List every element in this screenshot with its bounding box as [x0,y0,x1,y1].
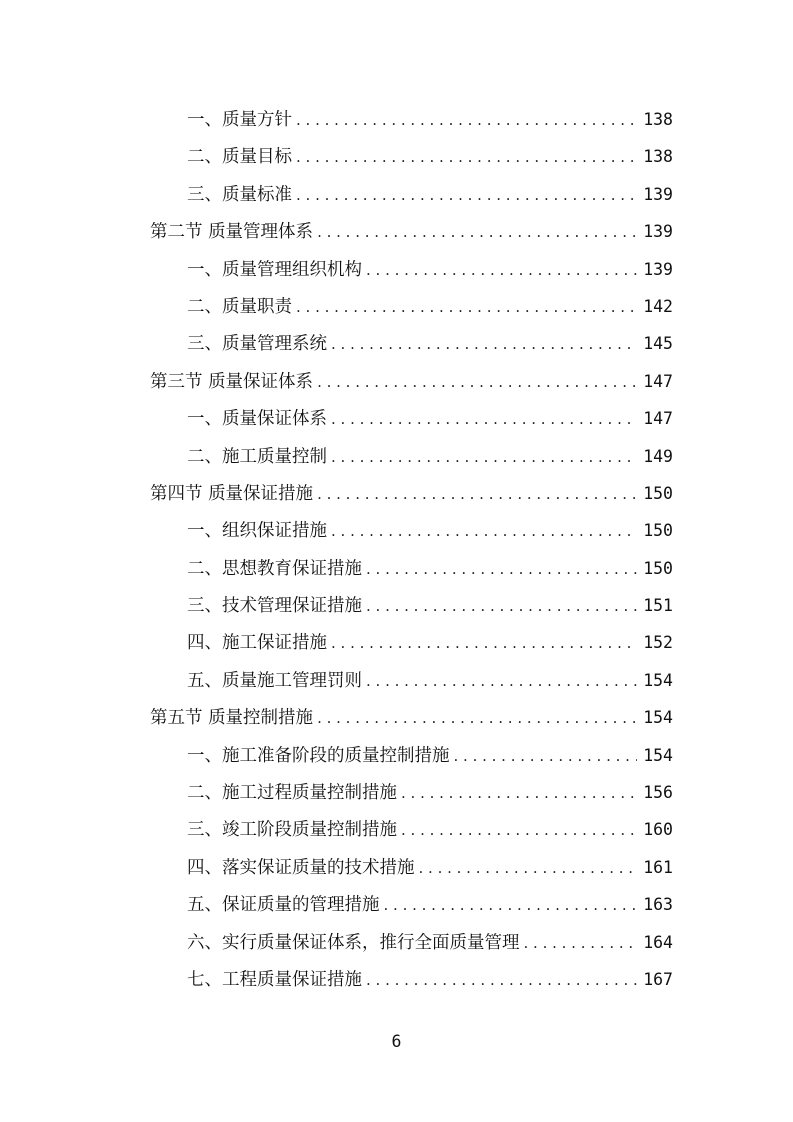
toc-leader-dots [366,663,637,700]
toc-entry-page: 147 [643,371,673,391]
toc-leader-dots [454,738,638,775]
toc-leader-dots [331,625,637,662]
toc-entry-page: 150 [643,558,673,578]
toc-entry-page: 139 [643,184,673,204]
toc-row[interactable] [150,400,673,437]
toc-row[interactable] [150,288,673,325]
toc-leader-dots [317,476,637,513]
toc-row[interactable] [150,550,673,587]
toc-row[interactable] [150,176,673,213]
toc-entry-title: 第五节 质量控制措施 [150,708,314,729]
toc-entry-title: 六、实行质量保证体系，推行全面质量管理 [187,932,520,953]
toc-leader-dots [331,439,637,476]
toc-leader-dots [524,925,638,962]
toc-entry-page: 150 [643,521,673,541]
toc-entry-title: 三、竣工阶段质量控制措施 [187,820,397,841]
toc-row[interactable] [150,475,673,512]
toc-entry-title: 四、落实保证质量的技术措施 [187,857,415,878]
toc-row[interactable] [150,213,673,250]
toc-entry-page: 154 [643,670,673,690]
toc-entry-title: 一、质量方针 [187,110,292,130]
toc-entry-page: 167 [643,969,673,989]
toc-entry-title: 二、施工质量控制 [187,446,327,467]
toc-entry-title: 二、质量目标 [187,147,292,168]
toc-leader-dots [366,551,637,588]
toc-entry-page: 161 [643,857,673,877]
toc-row[interactable] [150,774,673,811]
table-of-contents [150,101,673,998]
toc-leader-dots [331,513,637,550]
toc-entry-page: 150 [643,483,673,503]
toc-row[interactable] [150,587,673,624]
toc-leader-dots [366,252,637,289]
toc-row[interactable] [150,662,673,699]
toc-entry-page: 139 [643,259,673,279]
toc-row[interactable] [150,886,673,923]
toc-row[interactable] [150,737,673,774]
toc-row[interactable] [150,811,673,848]
toc-entry-title: 四、施工保证措施 [187,633,327,654]
toc-entry-page: 154 [643,745,673,765]
toc-leader-dots [296,289,637,326]
page-number: 6 [391,1032,402,1051]
toc-leader-dots [401,812,637,849]
toc-entry-page: 163 [643,895,673,915]
toc-entry-page: 160 [643,820,673,840]
toc-leader-dots [331,326,637,363]
toc-row[interactable] [150,363,673,400]
toc-row[interactable] [150,138,673,175]
toc-row[interactable] [150,624,673,661]
toc-row[interactable] [150,961,673,998]
toc-entry-title: 一、质量管理组织机构 [187,259,362,280]
toc-leader-dots [317,214,637,251]
toc-entry-title: 三、质量标准 [187,184,292,205]
toc-leader-dots [296,102,637,139]
toc-leader-dots [317,700,637,737]
toc-leader-dots [419,850,638,887]
toc-row[interactable] [150,924,673,961]
toc-leader-dots [296,139,637,176]
toc-row[interactable] [150,438,673,475]
toc-entry-page: 164 [643,932,673,952]
toc-entry-page: 145 [643,334,673,354]
toc-entry-title: 第四节 质量保证措施 [150,483,314,504]
toc-entry-title: 七、工程质量保证措施 [187,969,362,990]
toc-leader-dots [331,401,637,438]
toc-entry-page: 138 [643,147,673,167]
toc-entry-title: 三、质量管理系统 [187,334,327,355]
toc-entry-title: 一、质量保证体系 [187,409,327,430]
toc-entry-title: 五、质量施工管理罚则 [187,670,362,691]
toc-entry-title: 第三节 质量保证体系 [150,371,314,392]
toc-entry-title: 一、施工准备阶段的质量控制措施 [187,745,450,766]
toc-row[interactable] [150,512,673,549]
toc-entry-page: 139 [643,222,673,242]
toc-entry-page: 149 [643,446,673,466]
toc-leader-dots [366,962,637,999]
toc-row[interactable] [150,849,673,886]
toc-entry-page: 142 [643,296,673,316]
toc-row[interactable] [150,251,673,288]
toc-leader-dots [401,775,637,812]
toc-leader-dots [296,177,637,214]
toc-entry-title: 五、保证质量的管理措施 [187,895,380,916]
toc-entry-page: 154 [643,708,673,728]
toc-entry-title: 二、思想教育保证措施 [187,558,362,579]
toc-row[interactable] [150,699,673,736]
toc-entry-page: 152 [643,633,673,653]
toc-entry-title: 二、质量职责 [187,296,292,317]
toc-entry-page: 138 [643,110,673,129]
toc-entry-page: 147 [643,409,673,429]
toc-entry-title: 第二节 质量管理体系 [150,222,314,243]
toc-entry-title: 三、技术管理保证措施 [187,596,362,617]
toc-row[interactable] [150,101,673,138]
toc-row[interactable] [150,325,673,362]
toc-entry-title: 二、施工过程质量控制措施 [187,783,397,804]
toc-leader-dots [366,588,637,625]
toc-leader-dots [317,364,637,401]
toc-leader-dots [384,887,638,924]
toc-entry-title: 一、组织保证措施 [187,521,327,542]
toc-entry-page: 156 [643,783,673,803]
toc-entry-page: 151 [643,596,673,616]
